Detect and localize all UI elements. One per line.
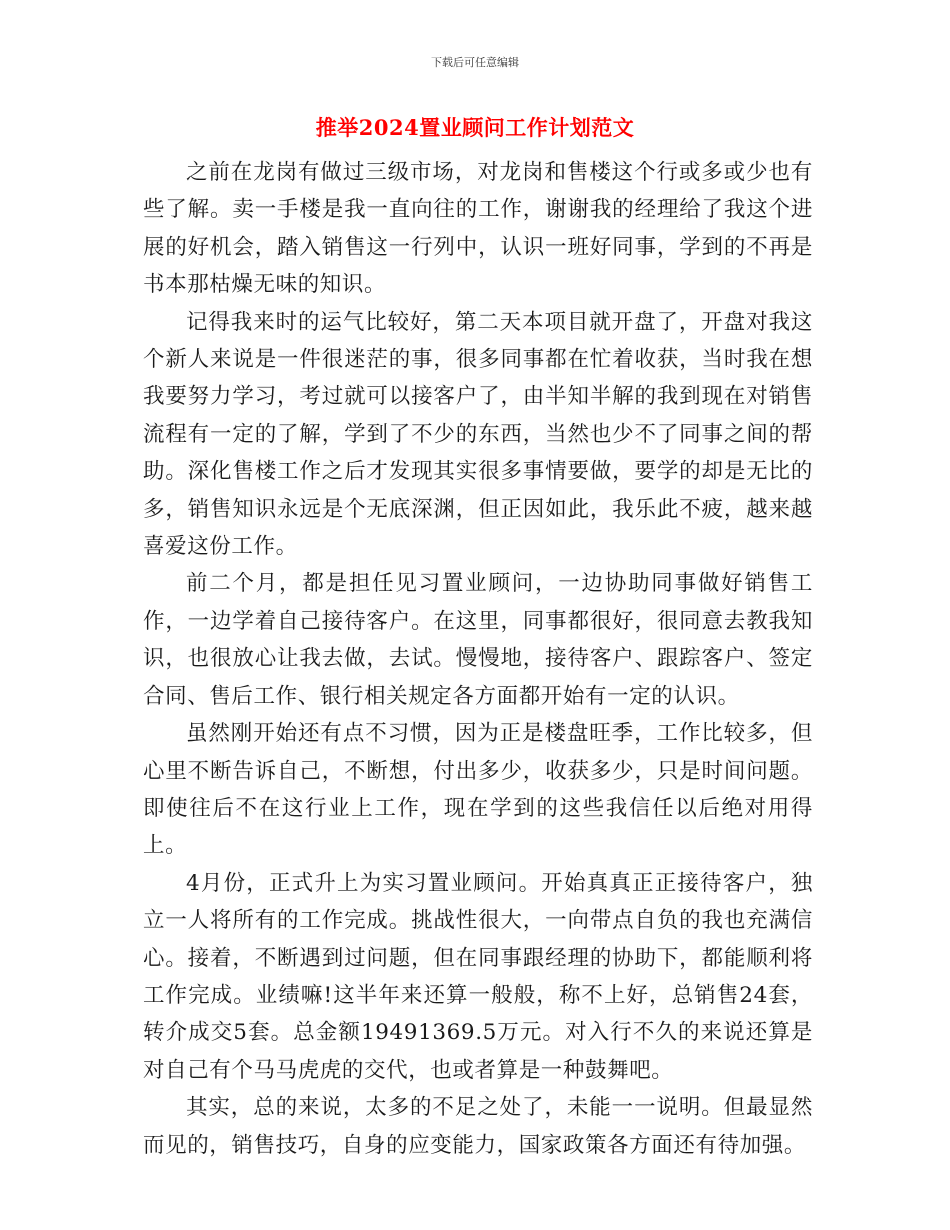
document-title: 推举2024置业顾问工作计划范文 [315, 115, 635, 140]
paragraph-3: 前二个月，都是担任见习置业顾问，一边协助同事做好销售工作，一边学着自己接待客户。在这里，同事都很好，很同意去教我知识，也很放心让我去做，去试。慢慢地，接待客户、跟踪客户、签定合同、售后工作、银行相关规定各方面都开始有一定的认识。 [143, 571, 813, 709]
document-body [143, 154, 813, 1164]
paragraph-1: 之前在龙岗有做过三级市场，对龙岗和售楼这个行或多或少也有些了解。卖一手楼是我一直向往的工作，谢谢我的经理给了我这个进展的好机会，踏入销售这一行列中，认识一班好同事，学到的不再是书本那枯燥无味的知识。 [143, 160, 813, 298]
header-note: 下载后可任意编辑 [431, 56, 519, 69]
paragraph-6: 其实，总的来说，太多的不足之处了，未能一一说明。但最显然而见的，销售技巧，自身的应变能力，国家政策各方面还有待加强。 [143, 1095, 813, 1158]
paragraph-5: 4月份，正式升上为实习置业顾问。开始真真正正接待客户，独立一人将所有的工作完成。挑战性很大，一向带点自负的我也充满信心。接着，不断遇到过问题，但在同事跟经理的协助下，都能顺利将工作完成。业绩嘛!这半年来还算一般般，称不上好，总销售24套，转介成交5套。总金额19491369.5万元。对入行不久的来说还算是对自己有个马马虎虎的交代，也或者算是一种鼓舞吧。 [143, 870, 813, 1083]
paragraph-4: 虽然刚开始还有点不习惯，因为正是楼盘旺季，工作比较多，但心里不断告诉自己，不断想，付出多少，收获多少，只是时间问题。即使往后不在这行业上工作，现在学到的这些我信任以后绝对用得上。 [143, 721, 813, 859]
paragraph-2: 记得我来时的运气比较好，第二天本项目就开盘了，开盘对我这个新人来说是一件很迷茫的事，很多同事都在忙着收获，当时我在想我要努力学习，考过就可以接客户了，由半知半解的我到现在对销售流程有一定的了解，学到了不少的东西，当然也少不了同事之间的帮助。深化售楼工作之后才发现其实很多事情要做，要学的却是无比的多，销售知识永远是个无底深渊，但正因如此，我乐此不疲，越来越喜爱这份工作。 [143, 309, 813, 560]
